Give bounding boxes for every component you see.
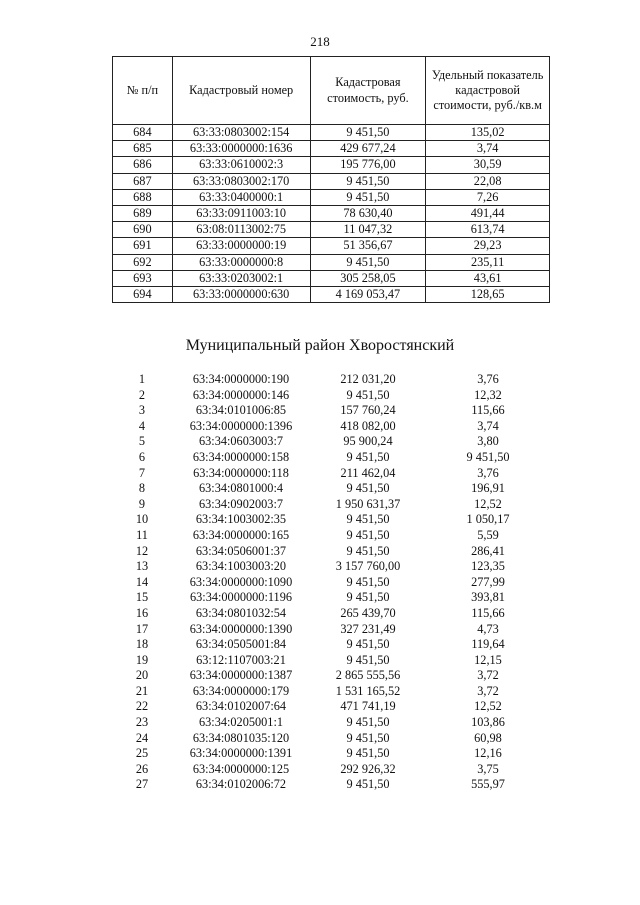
row-cadastral-value: 9 451,50 [346, 574, 390, 589]
row-cadastral-number: 63:34:0506001:37 [195, 543, 287, 558]
table-row [113, 157, 550, 173]
table-row [112, 746, 550, 762]
row-cadastral-value: 2 865 555,56 [335, 668, 401, 683]
row-specific-value: 128,65 [426, 287, 550, 303]
header-cadastral-number: Кадастровый номер [172, 57, 310, 125]
row-num: 25 [135, 746, 149, 761]
row-specific-value: 3,76 [477, 372, 499, 386]
header-cadastral-value: Кадастровая стоимость, руб. [310, 57, 426, 125]
row-cadastral-value: 471 741,19 [340, 699, 396, 714]
row-specific-value: 135,02 [426, 125, 550, 141]
row-cadastral-number: 63:34:0801032:54 [195, 605, 287, 620]
row-cadastral-number: 63:34:0902003:7 [198, 496, 284, 511]
table-row [112, 637, 550, 653]
row-num: 19 [135, 652, 149, 667]
row-specific-value: 115,66 [471, 403, 505, 418]
row-cadastral-value: 157 760,24 [340, 403, 396, 418]
table-header-row [113, 57, 550, 125]
row-specific-value: 286,41 [471, 543, 505, 558]
row-num: 686 [113, 157, 173, 173]
row-specific-value: 9 451,50 [466, 449, 510, 464]
row-cadastral-value: 9 451,50 [346, 527, 390, 542]
row-cadastral-value: 95 900,24 [343, 434, 393, 449]
row-cadastral-value: 9 451,50 [346, 512, 390, 527]
row-cadastral-value: 9 451,50 [310, 125, 426, 141]
row-specific-value: 4,73 [477, 621, 499, 636]
table-row [112, 388, 550, 404]
row-num: 12 [135, 543, 149, 558]
row-cadastral-value: 292 926,32 [340, 761, 396, 776]
table-row [112, 403, 550, 419]
row-cadastral-value: 9 451,50 [310, 189, 426, 205]
row-cadastral-number: 63:33:0610002:3 [172, 157, 310, 173]
row-cadastral-number: 63:34:0505001:84 [195, 637, 287, 652]
table-row [112, 481, 550, 497]
table-row [113, 254, 550, 270]
row-cadastral-number: 63:33:0911003:10 [172, 206, 310, 222]
row-cadastral-value: 78 630,40 [310, 206, 426, 222]
table-row [112, 622, 550, 638]
row-specific-value: 491,44 [426, 206, 550, 222]
row-cadastral-number: 63:12:1107003:21 [196, 652, 286, 667]
table-row [113, 270, 550, 286]
row-num: 21 [135, 683, 149, 698]
row-num: 1 [138, 372, 146, 386]
row-num: 691 [113, 238, 173, 254]
row-specific-value: 196,91 [471, 481, 505, 496]
row-cadastral-value: 265 439,70 [340, 605, 396, 620]
row-num: 14 [135, 574, 149, 589]
table-row [112, 528, 550, 544]
row-specific-value: 29,23 [426, 238, 550, 254]
row-cadastral-value: 9 451,50 [346, 543, 390, 558]
table-row [112, 466, 550, 482]
row-specific-value: 123,35 [471, 559, 505, 574]
cadastral-table-bottom [112, 372, 550, 793]
row-specific-value: 60,98 [474, 730, 502, 745]
row-cadastral-number: 63:33:0803002:170 [172, 173, 310, 189]
row-specific-value: 555,97 [471, 777, 505, 792]
row-num: 4 [138, 418, 146, 433]
row-cadastral-value: 9 451,50 [346, 481, 390, 496]
row-specific-value: 3,74 [426, 141, 550, 157]
table-row [113, 189, 550, 205]
row-num: 9 [138, 496, 146, 511]
row-cadastral-value: 11 047,32 [310, 222, 426, 238]
table-row [112, 372, 550, 388]
row-num: 18 [135, 637, 149, 652]
row-cadastral-number: 63:34:0000000:1391 [189, 746, 293, 761]
row-num: 693 [113, 270, 173, 286]
row-num: 22 [135, 699, 149, 714]
row-cadastral-number: 63:34:1003002:35 [195, 512, 287, 527]
row-specific-value: 277,99 [471, 574, 505, 589]
row-num: 685 [113, 141, 173, 157]
row-cadastral-number: 63:34:0000000:1396 [189, 418, 293, 433]
row-cadastral-value: 9 451,50 [346, 746, 390, 761]
table-row [113, 125, 550, 141]
table-row [112, 668, 550, 684]
table-row [113, 173, 550, 189]
row-num: 2 [138, 387, 146, 402]
row-num: 23 [135, 715, 149, 730]
row-specific-value: 3,72 [477, 683, 499, 698]
row-num: 690 [113, 222, 173, 238]
row-num: 684 [113, 125, 173, 141]
row-cadastral-number: 63:34:0801035:120 [192, 730, 290, 745]
row-num: 694 [113, 287, 173, 303]
table-row [113, 222, 550, 238]
row-num: 13 [135, 559, 149, 574]
row-cadastral-value: 305 258,05 [310, 270, 426, 286]
row-cadastral-number: 63:34:0000000:158 [192, 449, 290, 464]
row-num: 687 [113, 173, 173, 189]
row-num: 24 [135, 730, 149, 745]
row-cadastral-number: 63:34:0205001:1 [198, 715, 284, 730]
row-specific-value: 103,86 [471, 715, 505, 730]
table-row [112, 544, 550, 560]
table-row [113, 238, 550, 254]
row-cadastral-value: 9 451,50 [346, 449, 390, 464]
row-cadastral-number: 63:33:0000000:1636 [172, 141, 310, 157]
row-cadastral-value: 9 451,50 [346, 637, 390, 652]
row-cadastral-number: 63:08:0113002:75 [172, 222, 310, 238]
row-cadastral-value: 418 082,00 [340, 418, 396, 433]
row-cadastral-number: 63:34:0603003:7 [198, 434, 284, 449]
table-row [113, 206, 550, 222]
page-number: 218 [310, 34, 330, 49]
table-row [112, 512, 550, 528]
row-num: 6 [138, 449, 146, 464]
row-specific-value: 3,74 [477, 418, 499, 433]
row-cadastral-number: 63:34:0102006:72 [195, 777, 287, 792]
row-specific-value: 235,11 [426, 254, 550, 270]
header-num: № п/п [113, 57, 173, 125]
row-cadastral-number: 63:34:0000000:1387 [189, 668, 293, 683]
row-cadastral-value: 3 157 760,00 [335, 559, 401, 574]
table-row [113, 141, 550, 157]
cadastral-table-top [112, 56, 550, 303]
row-specific-value: 3,72 [477, 668, 499, 683]
row-cadastral-number: 63:33:0000000:8 [172, 254, 310, 270]
row-cadastral-value: 9 451,50 [346, 777, 390, 792]
row-num: 20 [135, 668, 149, 683]
row-specific-value: 43,61 [426, 270, 550, 286]
row-cadastral-value: 9 451,50 [346, 730, 390, 745]
row-cadastral-number: 63:34:0000000:125 [192, 761, 290, 776]
table-row [112, 497, 550, 513]
row-cadastral-value: 9 451,50 [346, 652, 390, 667]
row-num: 7 [138, 465, 146, 480]
row-cadastral-number: 63:34:1003003:20 [195, 559, 287, 574]
row-num: 17 [135, 621, 149, 636]
row-specific-value: 3,75 [477, 761, 499, 776]
row-num: 8 [138, 481, 146, 496]
table-row [112, 762, 550, 778]
row-specific-value: 613,74 [426, 222, 550, 238]
row-num: 15 [135, 590, 149, 605]
row-num: 26 [135, 761, 149, 776]
row-cadastral-value: 9 451,50 [346, 715, 390, 730]
row-num: 16 [135, 605, 149, 620]
table-row [112, 715, 550, 731]
row-specific-value: 7,26 [426, 189, 550, 205]
row-cadastral-value: 327 231,49 [340, 621, 396, 636]
row-cadastral-number: 63:33:0000000:630 [172, 287, 310, 303]
row-specific-value: 3,76 [477, 465, 499, 480]
row-specific-value: 1 050,17 [466, 512, 510, 527]
row-specific-value: 12,32 [474, 387, 502, 402]
header-specific-value: Удельный показатель кадастровой стоимости, руб./кв.м [426, 57, 550, 125]
row-specific-value: 393,81 [471, 590, 505, 605]
table-row [112, 653, 550, 669]
row-num: 692 [113, 254, 173, 270]
row-specific-value: 22,08 [426, 173, 550, 189]
row-cadastral-value: 195 776,00 [310, 157, 426, 173]
row-specific-value: 5,59 [477, 527, 499, 542]
table-row [112, 684, 550, 700]
table-row [112, 606, 550, 622]
row-cadastral-number: 63:34:0000000:118 [193, 465, 289, 480]
row-cadastral-value: 9 451,50 [346, 387, 390, 402]
table-row [112, 450, 550, 466]
row-cadastral-number: 63:34:0000000:1196 [189, 590, 293, 605]
row-cadastral-value: 9 451,50 [346, 590, 390, 605]
row-cadastral-value: 1 950 631,37 [335, 496, 401, 511]
row-specific-value: 12,52 [474, 496, 502, 511]
section-title: Муниципальный район Хворостянский [185, 337, 455, 354]
row-num: 688 [113, 189, 173, 205]
row-specific-value: 12,15 [474, 652, 502, 667]
row-num: 5 [138, 434, 146, 449]
table-row [112, 731, 550, 747]
table-row [112, 575, 550, 591]
row-cadastral-value: 9 451,50 [310, 173, 426, 189]
row-cadastral-value: 211 462,04 [340, 465, 396, 480]
row-cadastral-value: 429 677,24 [310, 141, 426, 157]
row-specific-value: 12,52 [474, 699, 502, 714]
row-cadastral-value: 212 031,20 [340, 372, 396, 386]
row-cadastral-number: 63:33:0400000:1 [172, 189, 310, 205]
table-row [112, 590, 550, 606]
row-cadastral-number: 63:34:0000000:1090 [189, 574, 293, 589]
table-row [112, 559, 550, 575]
row-cadastral-value: 1 531 165,52 [335, 683, 401, 698]
row-cadastral-number: 63:34:0000000:165 [192, 527, 290, 542]
row-cadastral-value: 4 169 053,47 [310, 287, 426, 303]
row-specific-value: 119,64 [471, 637, 505, 652]
row-num: 689 [113, 206, 173, 222]
row-cadastral-number: 63:34:0000000:190 [192, 372, 290, 386]
row-num: 27 [135, 777, 149, 792]
table-row [112, 434, 550, 450]
row-cadastral-number: 63:34:0801000:4 [198, 481, 284, 496]
row-num: 3 [138, 403, 146, 418]
row-specific-value: 3,80 [477, 434, 499, 449]
table-row [112, 419, 550, 435]
row-cadastral-value: 9 451,50 [310, 254, 426, 270]
table-row [112, 777, 550, 793]
row-specific-value: 115,66 [471, 605, 505, 620]
row-cadastral-number: 63:34:0101006:85 [195, 403, 287, 418]
row-cadastral-number: 63:33:0203002:1 [172, 270, 310, 286]
row-specific-value: 12,16 [474, 746, 502, 761]
row-specific-value: 30,59 [426, 157, 550, 173]
row-cadastral-number: 63:33:0000000:19 [172, 238, 310, 254]
table-row [112, 699, 550, 715]
table-row [113, 287, 550, 303]
row-cadastral-number: 63:33:0803002:154 [172, 125, 310, 141]
row-cadastral-value: 51 356,67 [310, 238, 426, 254]
row-num: 11 [136, 527, 148, 542]
row-cadastral-number: 63:34:0000000:146 [192, 387, 290, 402]
row-cadastral-number: 63:34:0000000:179 [192, 683, 290, 698]
row-cadastral-number: 63:34:0000000:1390 [189, 621, 293, 636]
row-num: 10 [135, 512, 149, 527]
row-cadastral-number: 63:34:0102007:64 [195, 699, 287, 714]
